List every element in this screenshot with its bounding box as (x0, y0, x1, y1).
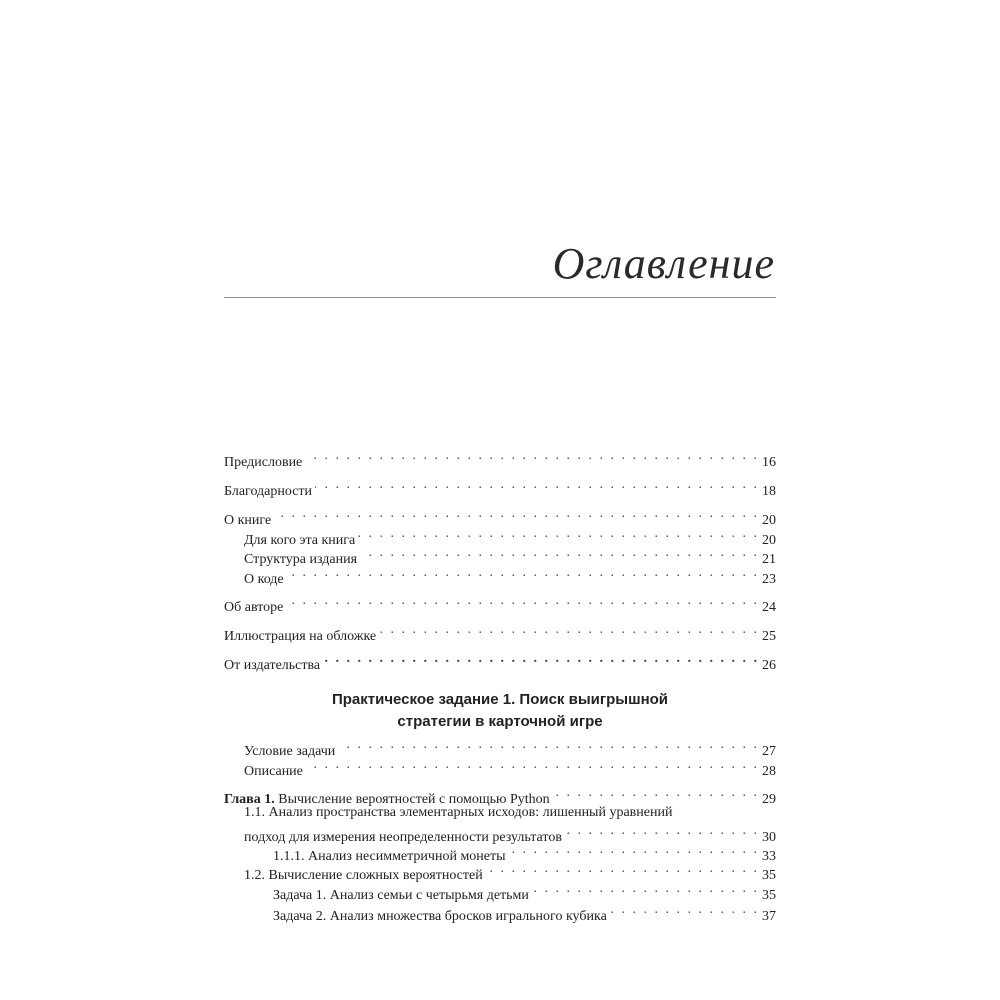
toc-entry-text: Задача 1. Анализ семьи с четырьмя детьми (273, 888, 529, 903)
toc-page-number: 20 (762, 533, 776, 548)
toc-page-number: 16 (762, 455, 776, 470)
toc-entry-text: Об авторе (224, 600, 284, 615)
toc-page-number: 33 (762, 849, 776, 864)
toc-page-number: 35 (762, 868, 776, 883)
toc-entry-text: Предисловие (224, 455, 303, 470)
toc-entry-text: Для кого эта книга (244, 533, 356, 548)
toc-page-number: 24 (762, 600, 776, 615)
practice-task-heading-line2: стратегии в карточной игре (397, 713, 603, 730)
toc-entry-audience[interactable] (244, 524, 776, 548)
toc-leader-dots (323, 649, 759, 669)
toc-leader-dots (358, 524, 759, 544)
toc-leader-dots (486, 859, 759, 879)
toc-entry-text: Условие задачи (244, 744, 336, 759)
toc-leader-dots (287, 563, 759, 583)
chapter-label: Глава 1. (224, 792, 275, 807)
toc-leader-dots (509, 840, 759, 860)
toc-page-number: 18 (762, 484, 776, 499)
toc-page-number: 25 (762, 629, 776, 644)
toc-leader-dots (532, 879, 759, 899)
toc-page-number: 21 (762, 552, 776, 567)
toc-entry-text: Благодарности (224, 484, 313, 499)
toc-page-number: 26 (762, 658, 776, 673)
toc-entry-text: О книге (224, 513, 272, 528)
toc-entry-from-publisher[interactable] (224, 649, 776, 673)
toc-entry-description[interactable] (244, 755, 776, 779)
toc-page-number: 29 (762, 792, 776, 807)
toc-leader-dots (274, 504, 759, 524)
toc-entry-text: Описание (244, 764, 303, 779)
toc-entry-1-2[interactable] (244, 859, 776, 883)
toc-entry-text: подход для измерения неопределенности результатов (244, 830, 562, 845)
toc-leader-dots (565, 821, 759, 841)
toc-entry-text: О коде (244, 572, 284, 587)
toc-entry-text: Структура издания (244, 552, 358, 567)
toc-entry-structure[interactable] (244, 543, 776, 567)
toc-entry-task-condition[interactable] (244, 735, 776, 759)
toc-entry-about-author[interactable] (224, 591, 776, 615)
toc-page-number: 35 (762, 888, 776, 903)
toc-entry-text: 1.1.1. Анализ несимметричной монеты (273, 849, 506, 864)
toc-page-number: 23 (762, 572, 776, 587)
chapter-title: Вычисление вероятностей с помощью Python (278, 792, 550, 807)
toc-entry-text: Задача 2. Анализ множества бросков игрального кубика (273, 909, 607, 924)
toc-page-number: 30 (762, 830, 776, 845)
page-title: Оглавление (552, 239, 775, 288)
toc-page-number: 28 (762, 764, 776, 779)
toc-entry-1-1-1[interactable] (273, 840, 776, 864)
toc-entry-about-code[interactable] (244, 563, 776, 587)
toc-entry-preface[interactable] (224, 446, 776, 470)
toc-leader-dots (315, 475, 759, 495)
toc-leader-dots (305, 446, 759, 466)
toc-leader-dots (610, 900, 759, 920)
toc-leader-dots (379, 620, 759, 640)
toc-entry-about-book[interactable] (224, 504, 776, 528)
table-of-contents (224, 0, 776, 1000)
toc-entry-chapter-1[interactable] (224, 783, 776, 807)
toc-leader-dots (553, 783, 759, 803)
toc-leader-dots (338, 735, 759, 755)
toc-entry-task-2[interactable] (273, 900, 776, 924)
toc-entry-text: От издательства (224, 658, 321, 673)
toc-leader-dots (286, 591, 759, 611)
toc-page-number: 27 (762, 744, 776, 759)
toc-leader-dots (306, 755, 759, 775)
toc-entry-acknowledgements[interactable] (224, 475, 776, 499)
toc-entry-cover-illustration[interactable] (224, 620, 776, 644)
toc-entry-text: Иллюстрация на обложке (224, 629, 377, 644)
toc-entry-1-1-first-line: 1.1. Анализ пространства элементарных исходов: лишенный уравнений (244, 805, 673, 820)
toc-entry-text: 1.2. Вычисление сложных вероятностей (244, 868, 483, 883)
toc-page-number: 20 (762, 513, 776, 528)
toc-page-number: 37 (762, 909, 776, 924)
toc-entry-task-1[interactable] (273, 879, 776, 903)
practice-task-heading-line1: Практическое задание 1. Поиск выигрышной (331, 691, 669, 708)
toc-leader-dots (360, 543, 759, 563)
toc-entry-1-1[interactable] (244, 821, 776, 845)
